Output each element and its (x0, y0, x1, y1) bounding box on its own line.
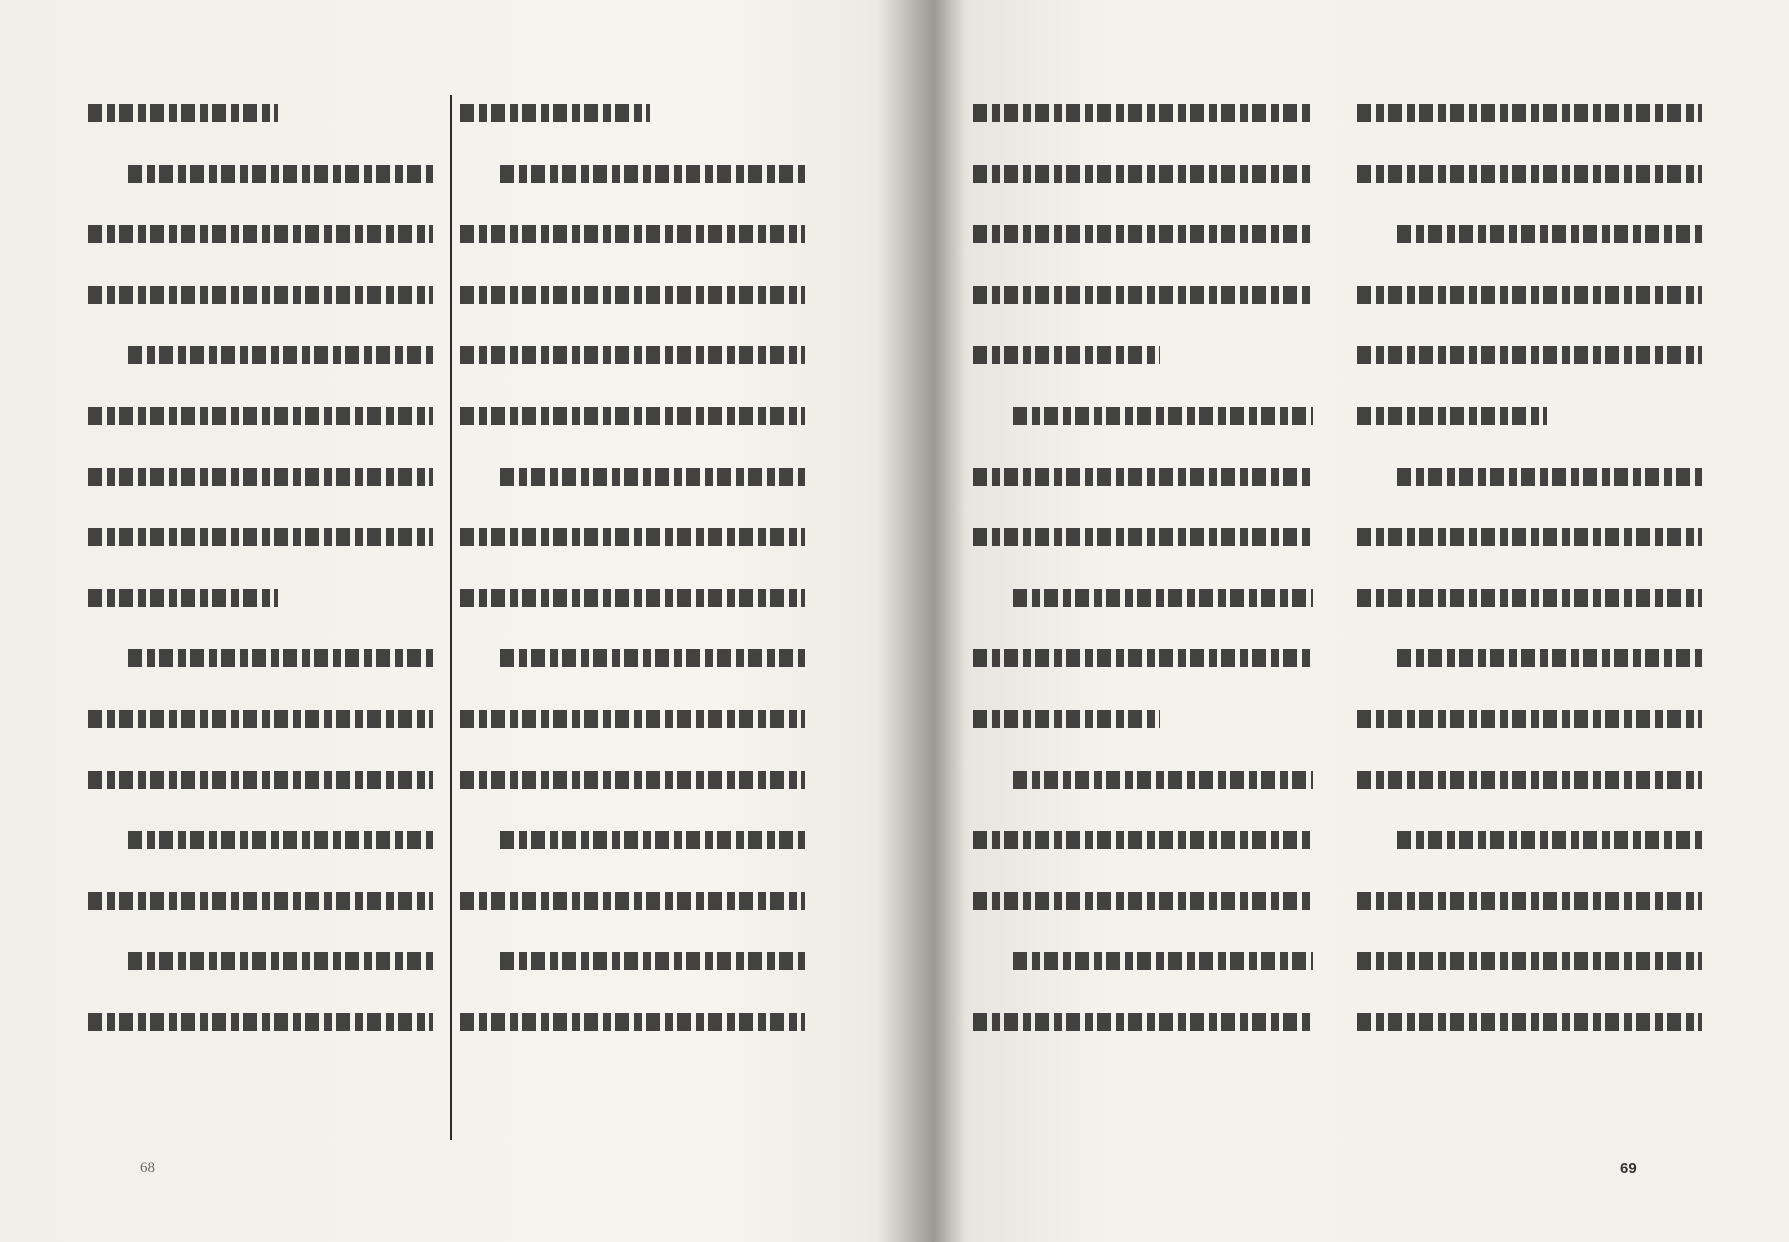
text-line (128, 825, 433, 855)
text-line (973, 280, 1313, 310)
text-line (973, 825, 1313, 855)
text-line (1357, 765, 1702, 795)
text-line (1357, 886, 1702, 916)
text-line (1357, 280, 1702, 310)
left-page (0, 0, 880, 1242)
text-line (460, 1007, 805, 1037)
text-line (1013, 765, 1313, 795)
text-line (88, 704, 433, 734)
text-line (1357, 401, 1547, 431)
text-line (1397, 462, 1702, 492)
right-page (905, 0, 1789, 1242)
text-line (1397, 825, 1702, 855)
text-line (973, 704, 1160, 734)
left-page-column-1 (88, 98, 433, 1068)
text-line (128, 946, 433, 976)
text-line (1357, 946, 1702, 976)
text-line (500, 825, 805, 855)
text-line (88, 219, 433, 249)
text-line (128, 159, 433, 189)
text-line (88, 522, 433, 552)
right-page-column-2 (1357, 98, 1702, 1068)
text-line (460, 98, 650, 128)
text-line (973, 159, 1313, 189)
text-line (973, 340, 1160, 370)
text-line (88, 401, 433, 431)
text-line (973, 1007, 1313, 1037)
text-line (500, 159, 805, 189)
text-line (1013, 583, 1313, 613)
right-page-column-1 (973, 98, 1313, 1068)
text-line (1013, 946, 1313, 976)
text-line (88, 280, 433, 310)
text-line (88, 1007, 433, 1037)
text-line (973, 643, 1313, 673)
text-line (1397, 219, 1702, 249)
text-line (1357, 583, 1702, 613)
text-line (460, 583, 805, 613)
page-number-right: 69 (1620, 1160, 1637, 1177)
text-line (500, 462, 805, 492)
text-line (460, 280, 805, 310)
text-line (460, 704, 805, 734)
text-line (973, 522, 1313, 552)
text-line (1357, 98, 1702, 128)
text-line (1357, 340, 1702, 370)
text-line (1357, 1007, 1702, 1037)
text-line (88, 765, 433, 795)
text-line (88, 583, 278, 613)
text-line (460, 522, 805, 552)
text-line (1357, 522, 1702, 552)
text-line (128, 643, 433, 673)
text-line (500, 946, 805, 976)
text-line (1013, 401, 1313, 431)
text-line (460, 401, 805, 431)
text-line (1357, 704, 1702, 734)
text-line (973, 462, 1313, 492)
text-line (460, 340, 805, 370)
text-line (1357, 159, 1702, 189)
text-line (1397, 643, 1702, 673)
text-line (460, 765, 805, 795)
left-page-column-2 (460, 98, 805, 1068)
text-line (88, 98, 278, 128)
text-line (88, 462, 433, 492)
text-line (973, 886, 1313, 916)
page-number-left: 68 (140, 1160, 155, 1176)
text-line (460, 219, 805, 249)
text-line (460, 886, 805, 916)
column-divider (450, 95, 452, 1140)
text-line (973, 98, 1313, 128)
text-line (500, 643, 805, 673)
text-line (973, 219, 1313, 249)
text-line (128, 340, 433, 370)
text-line (88, 886, 433, 916)
